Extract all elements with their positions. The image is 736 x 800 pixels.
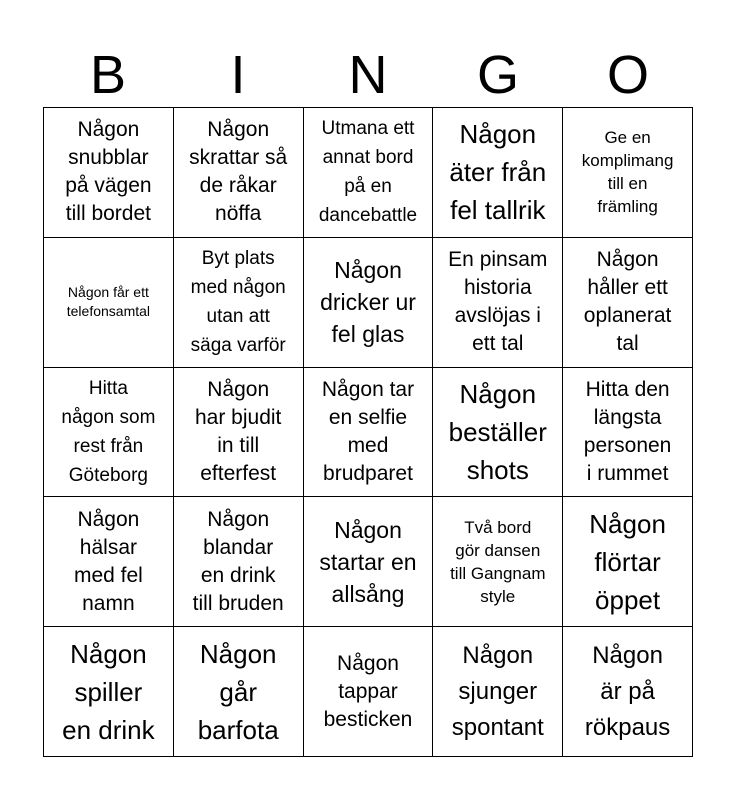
cell-text: Någon har bjudit in till efterfest [195, 377, 282, 485]
cell-text: En pinsam historia avslöjas i ett tal [448, 248, 548, 356]
cell-text: Någon flörtar öppet [589, 508, 666, 615]
cell-text: Någon startar en allsång [319, 516, 417, 607]
bingo-cell-r3-c5[interactable] [563, 368, 693, 498]
header-letter-o: O [606, 45, 649, 105]
cell-text: Någon skrattar så de råkar nöffa [189, 118, 288, 226]
header-letter-i: I [230, 45, 246, 105]
bingo-cell-r5-c4[interactable] [433, 627, 563, 757]
bingo-cell-r4-c1[interactable] [44, 497, 174, 627]
cell-text: Någon går barfota [197, 638, 279, 745]
bingo-cell-r1-c1[interactable] [44, 108, 174, 238]
bingo-cell-r2-c5[interactable] [563, 238, 693, 368]
header-letter-b: B [89, 45, 127, 105]
cell-text: Två bord gör dansen till Gangnam style [450, 517, 546, 606]
bingo-grid [43, 107, 693, 757]
cell-text: Någon är på rökpaus [584, 641, 671, 741]
cell-text: Byt plats med någon utan att säga varför [190, 248, 286, 357]
cell-text: Någon tappar besticken [323, 651, 413, 731]
cell-text: Någon dricker ur fel glas [320, 257, 416, 348]
bingo-cell-r1-c3[interactable] [304, 108, 434, 238]
bingo-cell-r4-c5[interactable] [563, 497, 693, 627]
cell-text: Ge en komplimang till en främling [581, 128, 674, 217]
bingo-cell-r3-c1[interactable] [44, 368, 174, 498]
cell-text: Hitta någon som rest från Göteborg [61, 377, 156, 486]
cell-text: Någon blandar en drink till bruden [192, 507, 284, 615]
bingo-cell-r2-c2[interactable] [174, 238, 304, 368]
bingo-cell-r4-c3[interactable] [304, 497, 434, 627]
bingo-cell-r4-c4[interactable] [433, 497, 563, 627]
bingo-cell-r3-c3[interactable] [304, 368, 434, 498]
cell-text: Någon tar en selfie med brudparet [321, 377, 415, 485]
bingo-cell-r3-c2[interactable] [174, 368, 304, 498]
bingo-cell-r3-c4[interactable] [433, 368, 563, 498]
cell-text: Hitta den längsta personen i rummet [583, 377, 672, 485]
cell-text: Någon snubblar på vägen till bordet [65, 118, 152, 226]
bingo-cell-r5-c2[interactable] [174, 627, 304, 757]
cell-text: Någon äter från fel tallrik [449, 119, 547, 226]
bingo-cell-r4-c2[interactable] [174, 497, 304, 627]
bingo-cell-r5-c5[interactable] [563, 627, 693, 757]
cell-text: Någon beställer shots [448, 378, 547, 485]
cell-text: Någon spiller en drink [62, 638, 155, 745]
bingo-cell-r5-c3[interactable] [304, 627, 434, 757]
cell-text: Någon får ett telefonsamtal [66, 284, 151, 320]
cell-text: Någon håller ett oplanerat tal [583, 248, 672, 356]
cell-text: Någon sjunger spontant [451, 641, 544, 741]
header-letter-n: N [348, 45, 388, 105]
bingo-cell-r2-c3[interactable] [304, 238, 434, 368]
bingo-cell-r2-c1[interactable] [44, 238, 174, 368]
bingo-cell-r1-c4[interactable] [433, 108, 563, 238]
bingo-cell-r2-c4[interactable] [433, 238, 563, 368]
bingo-cell-r1-c5[interactable] [563, 108, 693, 238]
header-letter-g: G [476, 45, 519, 105]
bingo-header [43, 44, 693, 106]
bingo-cell-r5-c1[interactable] [44, 627, 174, 757]
cell-text: Utmana ett annat bord på en dancebattle [318, 118, 418, 227]
bingo-cell-r1-c2[interactable] [174, 108, 304, 238]
cell-text: Någon hälsar med fel namn [73, 507, 143, 615]
